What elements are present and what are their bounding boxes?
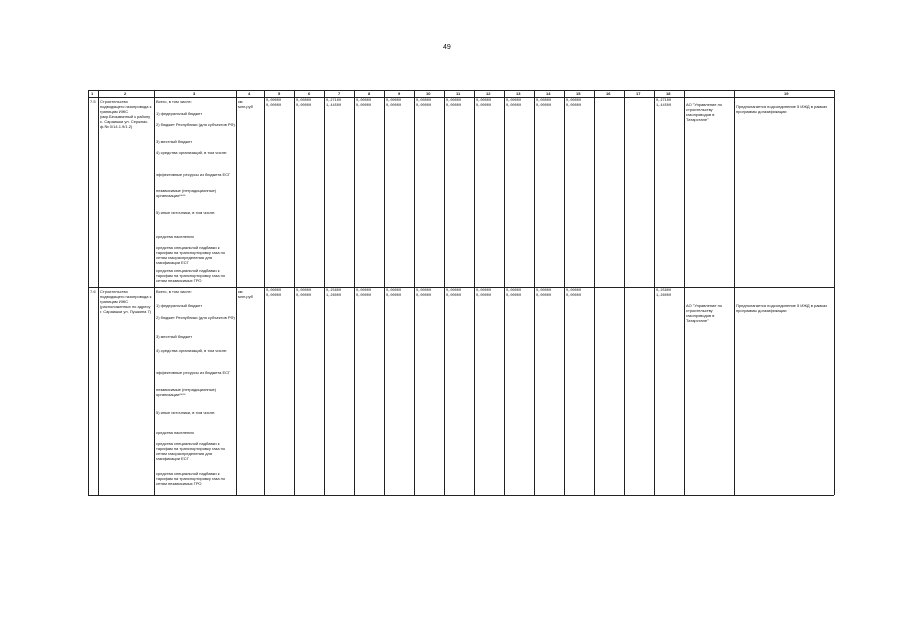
header-19: 19 xyxy=(784,91,789,96)
value-cell: 0,00000 xyxy=(476,289,492,293)
value-cell-total: 0,25600 xyxy=(656,289,672,293)
value-cell: 0,00000 xyxy=(416,99,432,103)
value-cell-total: 1,26000 xyxy=(656,294,672,298)
value-cell: 0,00000 xyxy=(356,294,372,298)
object-name: Строительство подводящего газопровода к границам ИЖС (мкр.Безымянный к району с. Сараишки ул. Сержнас. ф.№ 0/14.1.9/1.2) xyxy=(100,99,152,129)
operator: АО "Управление по строительству газопроводов в Татарстане" xyxy=(686,303,722,323)
value-cell: 0,00000 xyxy=(446,104,462,108)
source-label: 2) бюджет Республики (для субъектов РФ) xyxy=(156,315,235,320)
header-10: 10 xyxy=(426,91,431,96)
source-label: Всего, в том числе: xyxy=(156,289,192,294)
value-cell: 0,00000 xyxy=(536,104,552,108)
row-id: 7.5 xyxy=(90,99,96,104)
header-7: 7 xyxy=(338,91,341,96)
value-cell: 0,00000 xyxy=(266,104,282,108)
value-cell: 0,00000 xyxy=(566,99,582,103)
source-label: эффективные ресурсы из бюджета ЕСГ xyxy=(156,370,231,375)
source-label: 1) федеральный бюджет xyxy=(156,111,203,116)
unit-label: млн.руб xyxy=(238,294,253,299)
source-label: 4) средства организаций, в том числе: xyxy=(156,150,228,155)
value-cell: 0,00000 xyxy=(446,294,462,298)
header-9: 9 xyxy=(398,91,401,96)
header-15: 15 xyxy=(576,91,581,96)
header-1: 1 xyxy=(91,91,94,96)
value-cell: 0,00000 xyxy=(536,99,552,103)
value-cell: 0,00000 xyxy=(506,99,522,103)
value-cell: 0,00000 xyxy=(566,294,582,298)
source-label: средства населения xyxy=(156,234,194,239)
value-cell: 0,00000 xyxy=(296,294,312,298)
value-cell: 0,00000 xyxy=(386,294,402,298)
header-4: 4 xyxy=(248,91,251,96)
source-label: независимые (нетрадиционные) организации**** xyxy=(156,387,217,397)
header-11: 11 xyxy=(456,91,461,96)
source-label: 3) местный бюджет xyxy=(156,334,193,339)
note: Предполагается подсоединение 5 ИЖД в рамках программы догазификации xyxy=(736,303,828,313)
value-cell: 0,00000 xyxy=(386,104,402,108)
value-cell: 0,00000 xyxy=(506,289,522,293)
header-3: 3 xyxy=(193,91,196,96)
value-cell: 0,00000 xyxy=(266,289,282,293)
value-cell: 0,00000 xyxy=(446,99,462,103)
source-label: 2) бюджет Республики (для субъектов РФ) xyxy=(156,122,235,127)
source-label: независимые (нетрадиционные) организации**** xyxy=(156,188,217,198)
value-cell: 0,00000 xyxy=(266,99,282,103)
value-cell: 0,00000 xyxy=(266,294,282,298)
source-label: средства специальной надбавки к тарифам на транспортировку газа по сетям газораспределения для газификации ЕСГ xyxy=(156,245,226,265)
value-cell: 0,00000 xyxy=(506,104,522,108)
value-cell: 0,00000 xyxy=(506,294,522,298)
value-cell: 0,00000 xyxy=(386,99,402,103)
value-cell: 0,00000 xyxy=(416,294,432,298)
source-label: Всего, в том числе: xyxy=(156,99,192,104)
value-cell: 0,00000 xyxy=(566,289,582,293)
row-id: 7.6 xyxy=(90,289,96,294)
header-16: 16 xyxy=(606,91,611,96)
source-label: 3) местный бюджет xyxy=(156,139,193,144)
value-cell-total: 1,44500 xyxy=(656,104,672,108)
source-label: средства специальной надбавки к тарифам на транспортировку газа по сетям независимых ГРО xyxy=(156,471,226,486)
value-cell: 0,00000 xyxy=(476,104,492,108)
value-cell: 0,00000 xyxy=(356,104,372,108)
operator: АО "Управление по строительству газопроводов в Татарстане" xyxy=(686,102,722,122)
value-cell: 0,00000 xyxy=(446,289,462,293)
value-cell: 0,00000 xyxy=(536,289,552,293)
source-label: средства населения xyxy=(156,430,194,435)
header-12: 12 xyxy=(486,91,491,96)
value-cell: 0,00000 xyxy=(416,289,432,293)
page-number: 49 xyxy=(443,44,451,51)
value-cell: 0,00000 xyxy=(386,289,402,293)
source-label: 5) иные источники, в том числе: xyxy=(156,410,216,415)
value-cell: 0,25600 xyxy=(326,289,342,293)
header-17: 17 xyxy=(636,91,641,96)
header-14: 14 xyxy=(546,91,551,96)
source-label: 4) средства организаций, в том числе: xyxy=(156,348,228,353)
value-cell: 0,00000 xyxy=(356,289,372,293)
value-cell: 0,00000 xyxy=(356,99,372,103)
value-cell: 0,00000 xyxy=(476,99,492,103)
header-6: 6 xyxy=(308,91,311,96)
value-cell: 0,00000 xyxy=(296,99,312,103)
unit-label: км xyxy=(238,99,243,104)
object-name: Строительство подводящего газопровода к границам ИЖС (расположенных по адресу г. Сараишки ул. Пушкина 7) xyxy=(100,289,152,314)
unit-label: млн.руб xyxy=(238,104,253,109)
header-8: 8 xyxy=(368,91,371,96)
value-cell: 0,00000 xyxy=(296,104,312,108)
source-label: 1) федеральный бюджет xyxy=(156,303,203,308)
header-5: 5 xyxy=(278,91,281,96)
value-cell: 0,00000 xyxy=(476,294,492,298)
value-cell: 0,00000 xyxy=(296,289,312,293)
value-cell: 1,44500 xyxy=(326,104,342,108)
header-2: 2 xyxy=(124,91,127,96)
value-cell: 1,26000 xyxy=(326,294,342,298)
unit-label: км xyxy=(238,289,243,294)
source-label: 5) иные источники, в том числе: xyxy=(156,210,216,215)
value-cell-total: 0,27100 xyxy=(656,99,672,103)
header-18: 18 xyxy=(666,91,671,96)
source-label: эффективные ресурсы из бюджета ЕСГ xyxy=(156,172,231,177)
source-label: средства специальной надбавки к тарифам на транспортировку газа по сетям независимых ГРО xyxy=(156,268,226,283)
source-label: средства специальной надбавки к тарифам на транспортировку газа по сетям газораспределения для газификации ЕСГ xyxy=(156,441,226,461)
note: Предполагается подсоединение 5 ИЖД в рамках программы догазификации xyxy=(736,104,828,114)
value-cell: 0,00000 xyxy=(566,104,582,108)
value-cell: 0,27100 xyxy=(326,99,342,103)
header-13: 13 xyxy=(516,91,521,96)
value-cell: 0,00000 xyxy=(536,294,552,298)
value-cell: 0,00000 xyxy=(416,104,432,108)
investment-table xyxy=(88,90,834,495)
